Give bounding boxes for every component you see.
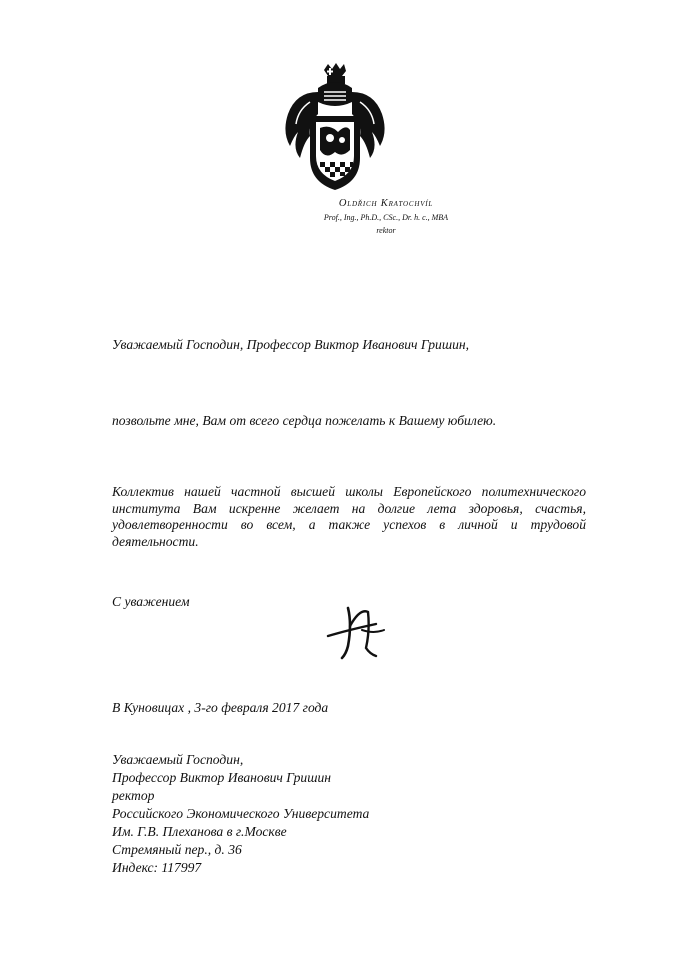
salutation: Уважаемый Господин, Профессор Виктор Иванович Гришин, [112, 337, 470, 352]
signature-icon [318, 600, 398, 660]
body-line: удовлетворенности во всем, а также успехов в личной и трудовой [112, 517, 586, 533]
address-line: Российского Экономического Университета [112, 806, 370, 821]
greeting-line: позвольте мне, Вам от всего сердца пожелать к Вашему юбилею. [112, 413, 497, 428]
sender-role: rektor [376, 226, 396, 235]
body-paragraph [112, 484, 586, 550]
body-line: деятельности. [112, 533, 199, 549]
closing: С уважением [112, 594, 190, 609]
sender-degrees: Prof., Ing., Ph.D., CSc., Dr. h. c., MBA [323, 213, 449, 222]
sender-name: Oldřich Kratochvíl [338, 198, 434, 209]
address-line: Им. Г.В. Плеханова в г.Москве [112, 824, 287, 839]
coat-of-arms-icon [280, 62, 390, 192]
place-date: В Куновицах , 3-го февраля 2017 года [112, 700, 329, 715]
address-line: Уважаемый Господин, [112, 752, 244, 767]
address-line: Профессор Виктор Иванович Гришин [112, 770, 332, 785]
body-line: института Вам искренне желает на долгие лета здоровья, счастья, [112, 500, 586, 516]
recipient-address [112, 751, 369, 877]
address-line: ректор [112, 788, 155, 803]
body-line: Коллектив нашей частной высшей школы Европейского политехнического [112, 484, 586, 499]
address-line: Индекс: 117997 [112, 860, 202, 875]
address-line: Стремяный пер., д. 36 [112, 842, 242, 857]
